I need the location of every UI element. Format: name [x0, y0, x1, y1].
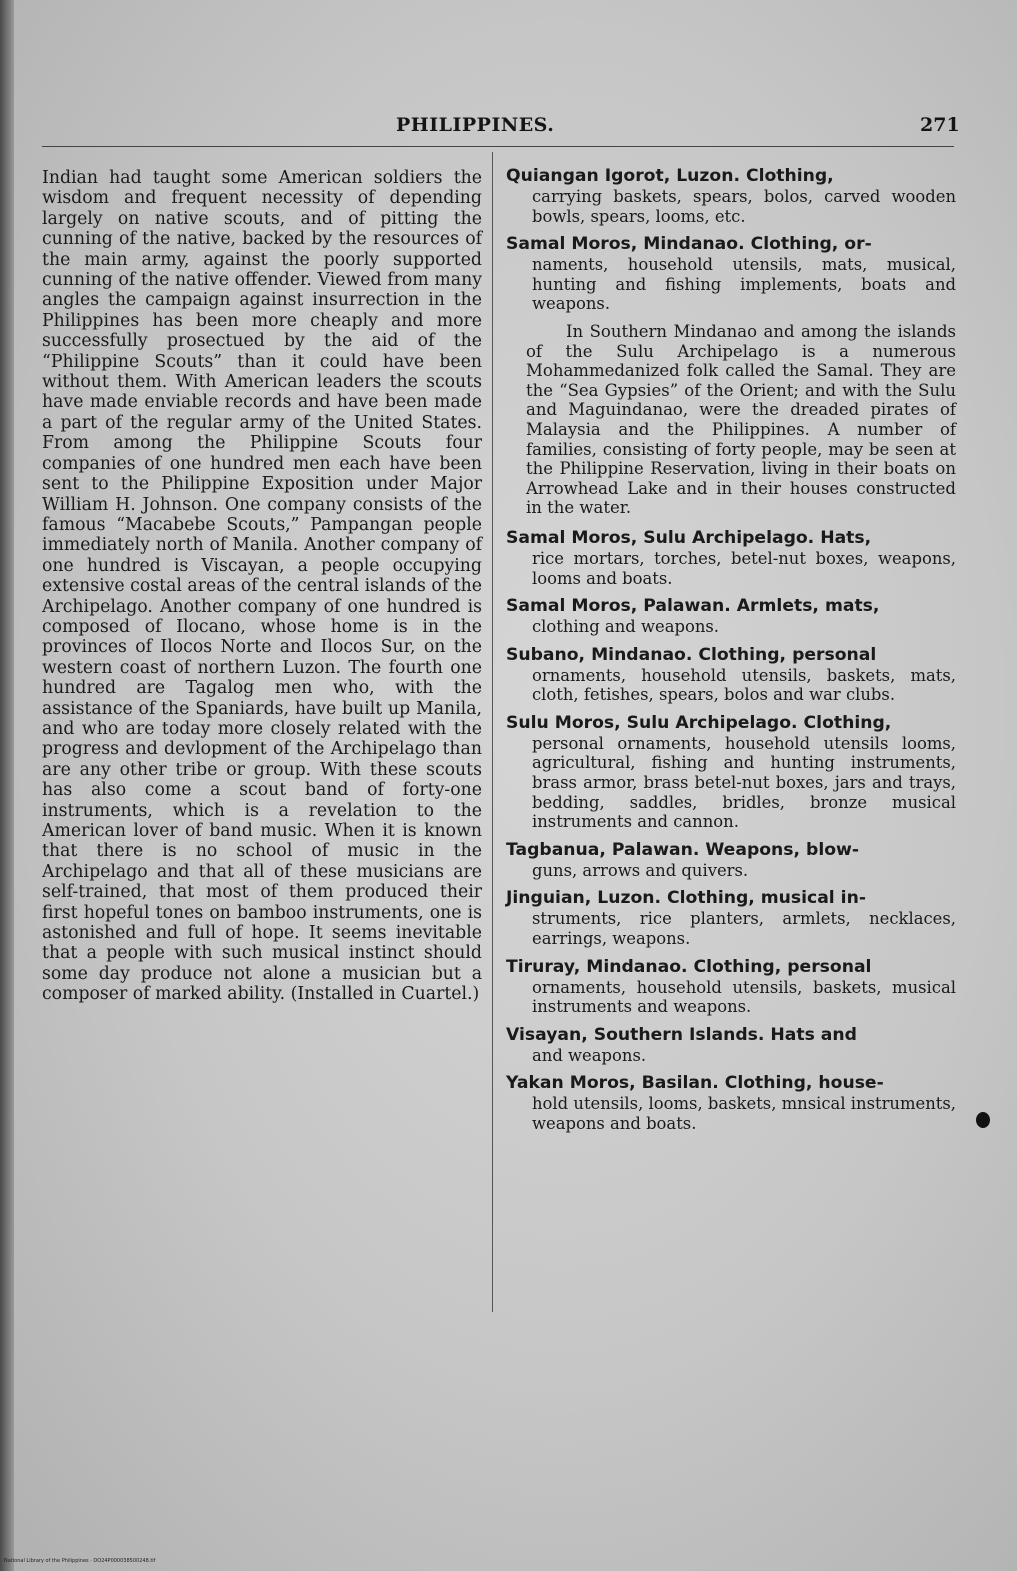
exhibit-entry — [506, 596, 956, 637]
entry-heading: Jinguian, Luzon. Clothing, musical in- — [506, 888, 866, 909]
entry-body: ornaments, household utensils, baskets, musical instruments and weapons. — [532, 977, 956, 1017]
right-column — [506, 166, 956, 1142]
entry-body: naments, household utensils, mats, musical, hunting and fishing implements, boats and weapons. — [532, 255, 956, 314]
entry-heading: Samal Moros, Mindanao. Clothing, or- — [506, 234, 872, 255]
entry-heading: Visayan, Southern Islands. Hats and — [506, 1024, 857, 1045]
entry-body: hold utensils, looms, baskets, mnsical instruments, weapons and boats. — [532, 1094, 956, 1133]
exhibit-entry — [506, 1025, 956, 1066]
exhibit-entry — [506, 840, 956, 881]
entry-body: guns, arrows and quivers. — [532, 860, 749, 880]
entry-heading: Subano, Mindanao. Clothing, personal — [506, 644, 877, 665]
samal-paragraph: In Southern Mindanao and among the islands of the Sulu Archipelago is a numerous Mohammedanized folk called the Samal. They are the “Sea Gypsies” of the Orient; and with the Sulu and Maguindanao, were the dreaded pirates of Malaysia and the Philippines. A number of families, consisting of forty people, may be seen at the Philippine Reservation, living in their boats on Arrowhead Lake and in their houses constructed in the water. — [526, 321, 956, 518]
exhibit-entry — [506, 528, 956, 588]
entry-body: personal ornaments, household utensils looms, agricultural, fishing and hunting instruments, brass armor, brass betel-nut boxes, jars and trays, bedding, saddles, bridles, bronze musical instruments and cannon. — [532, 733, 956, 832]
exhibit-entry — [506, 713, 956, 832]
entry-body: clothing and weapons. — [532, 617, 720, 637]
column-divider — [492, 152, 493, 1312]
exhibit-entry — [506, 234, 956, 314]
entry-heading: Sulu Moros, Sulu Archipelago. Clothing, — [506, 712, 892, 733]
entry-body: carrying baskets, spears, bolos, carved wooden bowls, spears, looms, etc. — [532, 187, 956, 226]
entry-heading: Quiangan Igorot, Luzon. Clothing, — [506, 166, 834, 186]
entry-heading: Samal Moros, Sulu Archipelago. Hats, — [506, 527, 872, 548]
entry-body: rice mortars, torches, betel-nut boxes, weapons, looms and boats. — [532, 548, 956, 588]
scouts-paragraph: Indian had taught some American soldiers the wisdom and frequent necessity of depending largely on native scouts, and of pitting the cunning of the native, backed by the resources of the main army, against the poorly supported cunning of the native offender. Viewed from many angles the campaign against insurrection in the Philippines has been more cheaply and more successfully prosectued by the aid of the “Philippine Scouts” than it could have been without them. With American leaders the scouts have made enviable records and have been made a part of the regular army of the United States. From among the Philippine Scouts four companies of one hundred men each have been sent to the Philippine Exposition under Major William H. Johnson. One company consists of the famous “Macabebe Scouts,” Pampangan people immediately north of Manila. Another company of one hundred is Viscayan, a people occupying extensive costal areas of the central islands of the Archipelago. Another company of one hundred is composed of Ilocano, whose home is in the provinces of Ilocos Norte and Ilocos Sur, on the western coast of northern Luzon. The fourth one hundred are Tagalog men who, with the assistance of the Spaniards, have built up Manila, and who are today more closely related with the progress and devlopment of the Archipelago than are any other tribe or group. With these scouts has also come a scout band of forty-one instruments, which is a revelation to the American lover of band music. When it is known that there is no school of music in the Archipelago and that all of these musicians are self-trained, that most of them produced their first hopeful tones on bamboo instruments, one is astonished and full of hope. It seems inevitable that a people with such musical instinct should some day produce not alone a musician but a composer of marked ability. (Installed in Cuartel.) — [42, 168, 482, 1005]
left-column — [42, 168, 482, 1005]
exhibit-entry — [506, 166, 956, 226]
entry-heading: Samal Moros, Palawan. Armlets, mats, — [506, 596, 880, 617]
exhibit-entry — [506, 645, 956, 705]
page-number: 271 — [920, 114, 960, 136]
entry-heading: Yakan Moros, Basilan. Clothing, house- — [506, 1073, 884, 1094]
scan-credit: National Library of the Philippines · DO24P000038500248.tif — [4, 1558, 156, 1564]
ink-blot — [976, 1112, 990, 1128]
running-header-title: PHILIPPINES. — [396, 114, 555, 136]
entry-heading: Tagbanua, Palawan. Weapons, blow- — [506, 839, 860, 860]
entry-body: ornaments, household utensils, baskets, mats, cloth, fetishes, spears, bolos and war clubs. — [532, 665, 956, 705]
header-rule — [42, 146, 954, 147]
entry-body: and weapons. — [532, 1045, 647, 1065]
entry-heading: Tiruray, Mindanao. Clothing, personal — [506, 956, 872, 977]
exhibit-entry — [506, 957, 956, 1017]
entry-body: struments, rice planters, armlets, necklaces, earrings, weapons. — [532, 909, 956, 949]
exhibit-entry — [506, 1073, 956, 1133]
page-binding-edge — [0, 0, 14, 1571]
exhibit-entry — [506, 888, 956, 948]
